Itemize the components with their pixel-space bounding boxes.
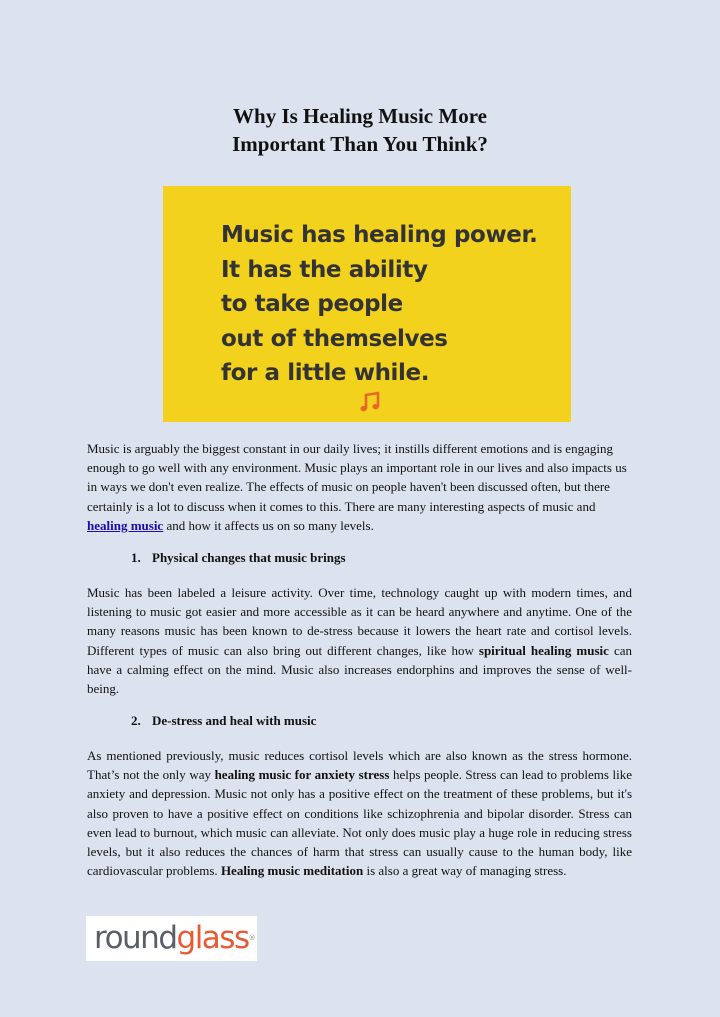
- title-line-1: Why Is Healing Music More: [233, 104, 487, 128]
- section-2-number: 2.: [131, 713, 141, 728]
- quote-text: [221, 218, 538, 391]
- section-1-text-2: can have a calming effect on the mind. Music also increases endorphins and improves the sense of well-being.: [87, 642, 632, 697]
- section-2-title: De-stress and heal with music: [152, 713, 317, 728]
- roundglass-logo[interactable]: [86, 916, 257, 961]
- section-2-paragraph: [87, 746, 632, 880]
- section-1-title: Physical changes that music brings: [152, 550, 346, 565]
- quote-line-5: for a little while.: [221, 360, 430, 386]
- quote-line-3: to take people: [221, 291, 403, 317]
- section-1-heading: [131, 548, 346, 567]
- section-2-text-1: As mentioned previously, music reduces cortisol levels which are also known as the stress hormone. That’s not the only way: [87, 748, 632, 783]
- healing-music-link[interactable]: healing music: [87, 517, 164, 533]
- title-line-2: Important Than You Think?: [232, 132, 488, 156]
- section-2-text-3: is also a great way of managing stress.: [363, 863, 567, 879]
- section-2-heading: [131, 711, 316, 730]
- intro-text-2: and how it affects us on so many levels.: [163, 517, 374, 533]
- registered-mark: ®: [248, 934, 256, 942]
- intro-text-1: Music is arguably the biggest constant in our daily lives; it instills different emotions and is engaging enough to go well with any environment. Music plays an important role in our lives and also impacts us in ways we don't even realize. The effects of music on people haven't been discussed often, but there certainly is a lot to discuss when it comes to this. There are many interesting aspects of music and: [87, 441, 627, 514]
- quote-line-4: out of themselves: [221, 325, 448, 352]
- section-1-paragraph: [87, 583, 632, 698]
- music-note-icon: [359, 391, 381, 413]
- page-title: [0, 102, 720, 158]
- section-2-text-2: helps people. Stress can lead to problems like anxiety and depression. Music not only has a positive effect on the treatment of these problems, but it's also proven to have a positive effect on conditions like schizophrenia and bipolar disorder. Stress can even lead to burnout, which music can alleviate. Not only does music play a huge role in reducing stress levels, but it also reduces the chances of harm that stress can usually cause to the human body, like cardiovascular problems.: [87, 767, 632, 879]
- logo-glass: glass: [176, 920, 249, 956]
- intro-paragraph: [87, 439, 632, 535]
- spiritual-healing-music-keyword: spiritual healing music: [478, 642, 609, 658]
- quote-line-2: It has the ability: [221, 256, 428, 283]
- section-1-number: 1.: [131, 550, 141, 565]
- logo-round: round: [94, 920, 177, 956]
- quote-line-1: Music has healing power.: [221, 222, 538, 248]
- logo-wordmark: [94, 918, 256, 958]
- quote-image: [163, 186, 571, 422]
- anxiety-stress-keyword: healing music for anxiety stress: [214, 767, 390, 783]
- meditation-keyword: Healing music meditation: [220, 863, 364, 879]
- section-1-text-1: Music has been labeled a leisure activity. Over time, technology caught up with modern times, and listening to music got easier and more accessible as it can be heard anywhere and anytime. One of the many reasons music has been known to de-stress because it lowers the heart rate and cortisol levels. Different types of music can also bring out different changes, like how: [87, 585, 632, 658]
